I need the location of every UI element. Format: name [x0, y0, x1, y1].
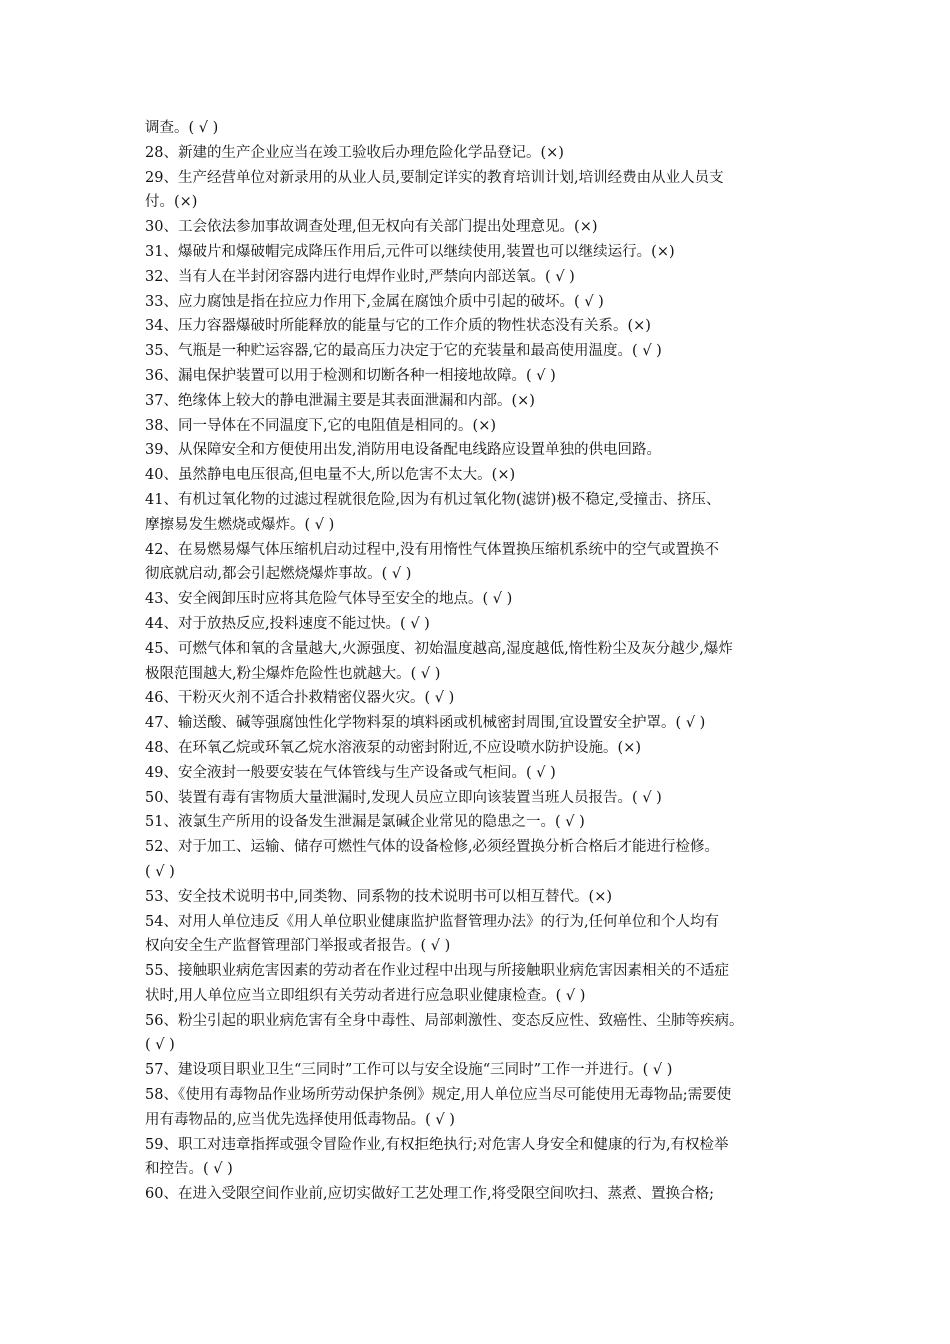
text-line: 29、生产经营单位对新录用的从业人员,要制定详实的教育培训计划,培训经费由从业人员支	[145, 169, 724, 186]
text-line: 45、可燃气体和氧的含量越大,火源强度、初始温度越高,湿度越低,惰性粉尘及灰分越少,爆炸	[145, 640, 733, 657]
text-line: 28、新建的生产企业应当在竣工验收后办理危险化学品登记。(×)	[145, 144, 564, 161]
text-line: 58、《使用有毒物品作业场所劳动保护条例》规定,用人单位应当尽可能使用无毒物品;需要使	[145, 1087, 732, 1104]
text-line: 40、虽然静电电压很高,但电量不大,所以危害不太大。(×)	[145, 467, 516, 484]
text-line: 50、装置有毒有害物质大量泄漏时,发现人员应立即向该装置当班人员报告。( √ )	[145, 789, 662, 806]
text-line: 用有毒物品的,应当优先选择使用低毒物品。( √ )	[145, 1111, 455, 1128]
text-line: 59、职工对违章指挥或强令冒险作业,有权拒绝执行;对危害人身安全和健康的行为,有权检举	[145, 1136, 729, 1153]
text-line: 彻底就启动,都会引起燃烧爆炸事故。( √ )	[145, 566, 412, 583]
text-line: 37、绝缘体上较大的静电泄漏主要是其表面泄漏和内部。(×)	[145, 392, 535, 409]
text-line: 34、压力容器爆破时所能释放的能量与它的工作介质的物性状态没有关系。(×)	[145, 318, 651, 335]
text-line: 46、干粉灭火剂不适合扑救精密仪器火灾。( √ )	[145, 690, 455, 707]
text-line: 41、有机过氧化物的过滤过程就很危险,因为有机过氧化物(滤饼)极不稳定,受撞击、挤压、	[145, 491, 721, 508]
text-line: 52、对于加工、运输、储存可燃性气体的设备检修,必须经置换分析合格后才能进行检修。	[145, 839, 720, 856]
text-line: 38、同一导体在不同温度下,它的电阻值是相同的。(×)	[145, 417, 497, 434]
text-line: 30、工会依法参加事故调查处理,但无权向有关部门提出处理意见。(×)	[145, 219, 598, 236]
text-line: 状时,用人单位应当立即组织有关劳动者进行应急职业健康检查。( √ )	[145, 987, 586, 1004]
text-line: 57、建设项目职业卫生“三同时”工作可以与安全设施“三同时”工作一并进行。( √ )	[145, 1062, 673, 1079]
text-line: 44、对于放热反应,投料速度不能过快。( √ )	[145, 615, 430, 632]
text-line: 31、爆破片和爆破帽完成降压作用后,元件可以继续使用,装置也可以继续运行。(×)	[145, 243, 675, 260]
text-line: 42、在易燃易爆气体压缩机启动过程中,没有用惰性气体置换压缩机系统中的空气或置换不	[145, 541, 720, 558]
text-line: 56、粉尘引起的职业病危害有全身中毒性、局部刺激性、变态反应性、致癌性、尘肺等疾病。	[145, 1012, 744, 1029]
text-line: 43、安全阀卸压时应将其危险气体导至安全的地点。( √ )	[145, 591, 513, 608]
text-line: 51、液氯生产所用的设备发生泄漏是氯碱企业常见的隐患之一。( √ )	[145, 814, 585, 831]
text-line: 49、安全液封一般要安装在气体管线与生产设备或气柜间。( √ )	[145, 764, 556, 781]
text-line: ( √ )	[145, 863, 175, 880]
text-line: 36、漏电保护装置可以用于检测和切断各种一相接地故障。( √ )	[145, 367, 556, 384]
text-line: 32、当有人在半封闭容器内进行电焊作业时,严禁向内部送氧。( √ )	[145, 268, 575, 285]
text-line: 极限范围越大,粉尘爆炸危险性也就越大。( √ )	[145, 665, 441, 682]
text-line: 权向安全生产监督管理部门举报或者报告。( √ )	[145, 938, 451, 955]
text-line: 33、应力腐蚀是指在拉应力作用下,金属在腐蚀介质中引起的破坏。( √ )	[145, 293, 604, 310]
text-line: 47、输送酸、碱等强腐蚀性化学物料泵的填料函或机械密封周围,宜设置安全护罩。( √ )	[145, 715, 706, 732]
text-line: 55、接触职业病危害因素的劳动者在作业过程中出现与所接触职业病危害因素相关的不适症	[145, 963, 729, 980]
text-line: 35、气瓶是一种贮运容器,它的最高压力决定于它的充装量和最高使用温度。( √ )	[145, 343, 662, 360]
text-line: 付。(×)	[145, 194, 198, 211]
text-line: 调查。( √ )	[145, 120, 219, 136]
text-line: 60、在进入受限空间作业前,应切实做好工艺处理工作,将受限空间吹扫、蒸煮、置换合格;	[145, 1186, 715, 1203]
text-line: ( √ )	[145, 1037, 175, 1054]
text-line: 54、对用人单位违反《用人单位职业健康监护监督管理办法》的行为,任何单位和个人均有	[145, 913, 720, 930]
text-line: 摩擦易发生燃烧或爆炸。( √ )	[145, 516, 335, 533]
text-line: 53、安全技术说明书中,同类物、同系物的技术说明书可以相互替代。(×)	[145, 888, 613, 905]
document-body	[145, 116, 810, 1207]
text-line: 39、从保障安全和方便使用出发,消防用电设备配电线路应设置单独的供电回路。	[145, 442, 662, 459]
text-line: 和控告。( √ )	[145, 1161, 233, 1178]
text-line: 48、在环氧乙烷或环氧乙烷水溶液泵的动密封附近,不应设喷水防护设施。(×)	[145, 739, 642, 756]
